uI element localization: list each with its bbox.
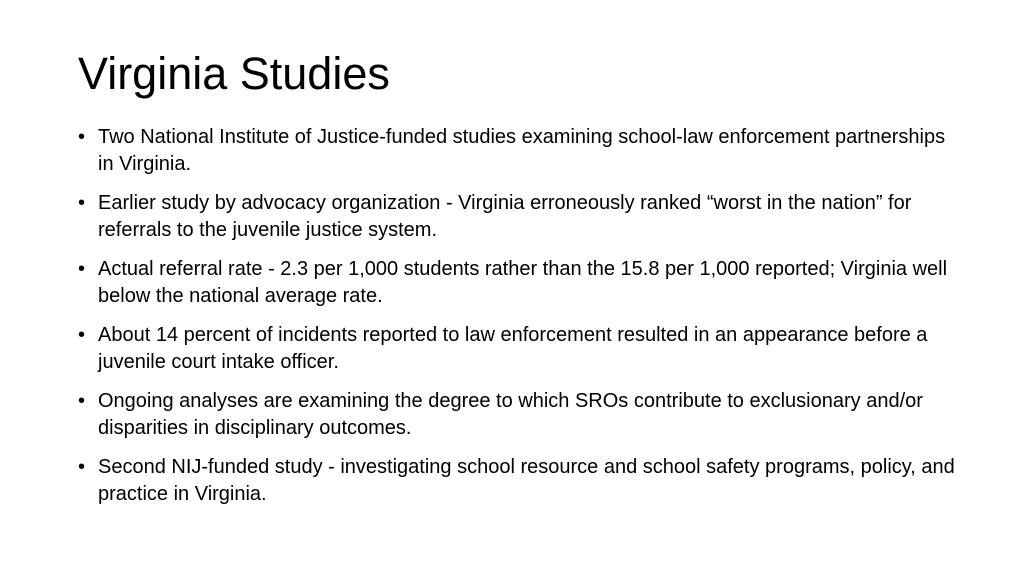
bullet-point-icon: •: [78, 192, 86, 214]
bullet-text: Two National Institute of Justice-funded studies examining school-law enforcement partnerships in Virginia.: [98, 126, 946, 175]
bullet-point-icon: •: [78, 258, 86, 280]
bullet-text: Ongoing analyses are examining the degree to which SROs contribute to exclusionary and/or disparities in disciplinary outcomes.: [98, 390, 923, 439]
bullet-item: [78, 322, 958, 376]
bullet-item: [78, 190, 958, 244]
bullet-item: [78, 454, 958, 508]
bullet-item: [78, 256, 958, 310]
bullet-point-icon: •: [78, 126, 86, 148]
bullet-item: [78, 388, 958, 442]
bullet-point-icon: •: [78, 390, 86, 412]
bullet-text: Actual referral rate - 2.3 per 1,000 students rather than the 15.8 per 1,000 reported; Virginia well below the national average rate.: [98, 258, 948, 307]
bullet-text: About 14 percent of incidents reported to law enforcement resulted in an appearance before a juvenile court intake officer.: [98, 324, 928, 373]
bullet-list: [78, 124, 958, 520]
slide-title: Virginia Studies: [78, 48, 390, 99]
bullet-point-icon: •: [78, 456, 86, 478]
bullet-text: Second NIJ-funded study - investigating school resource and school safety programs, policy, and practice in Virginia.: [98, 456, 955, 505]
bullet-text: Earlier study by advocacy organization - Virginia erroneously ranked “worst in the nation” for referrals to the juvenile justice system.: [98, 192, 912, 241]
bullet-point-icon: •: [78, 324, 86, 346]
bullet-item: [78, 124, 958, 178]
